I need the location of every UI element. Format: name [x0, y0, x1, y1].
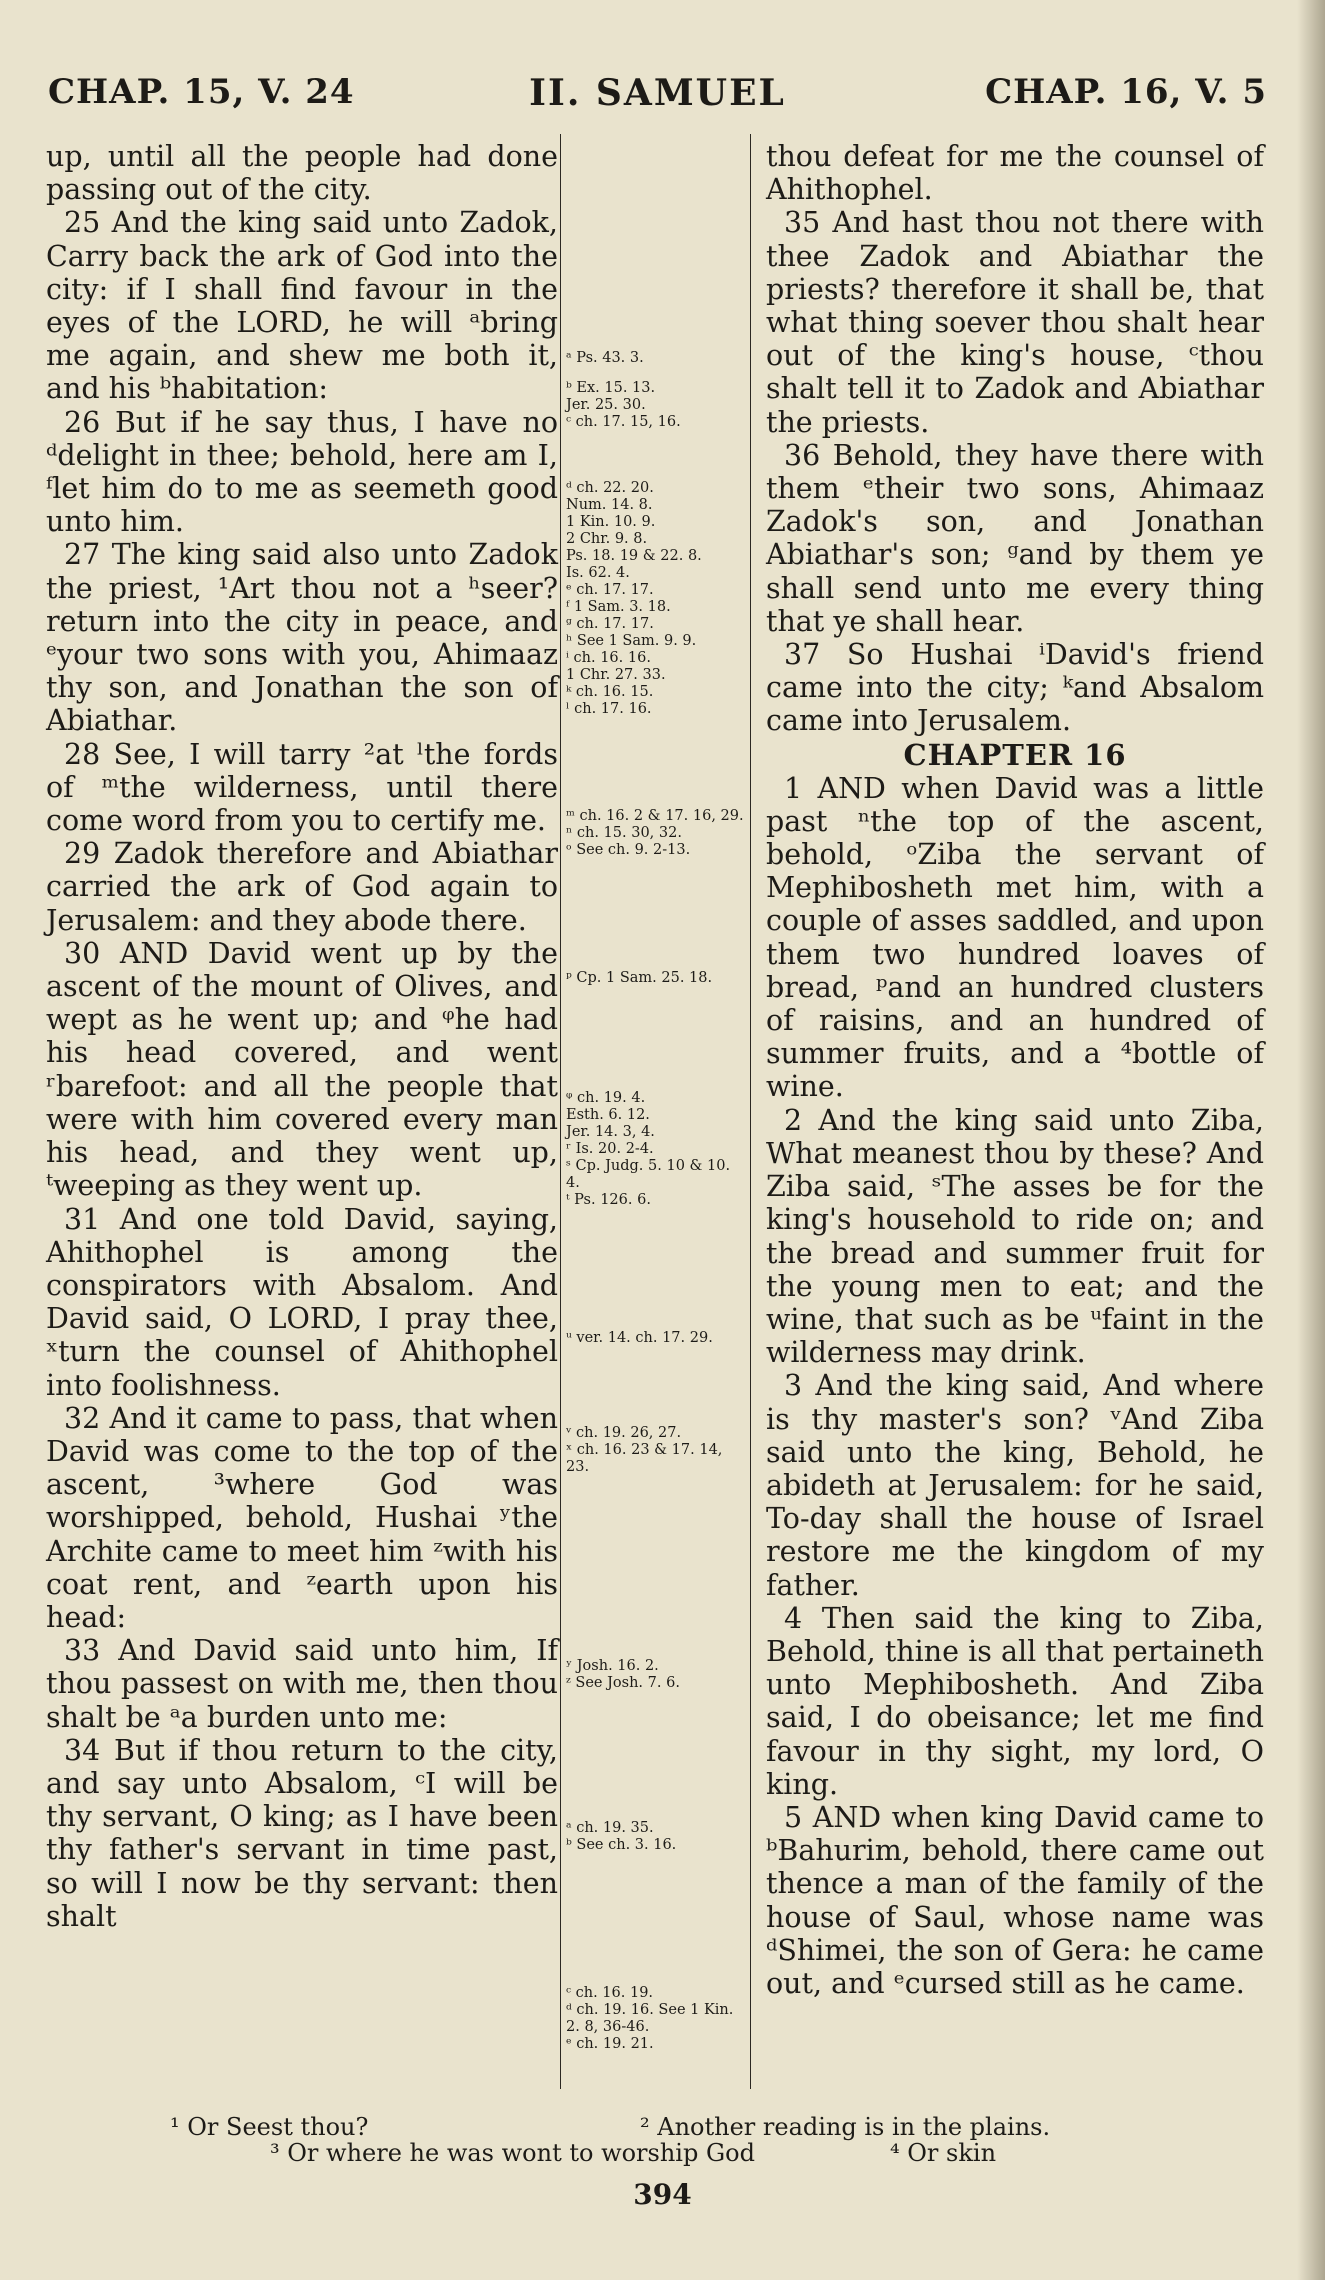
cross-reference: ᵘ ver. 14. ch. 17. 29. — [566, 1330, 713, 1346]
verse-paragraph: 4 Then said the king to Ziba, Behold, thine is all that pertaineth unto Mephibosheth. And Ziba said, I do obeisance; let me find favour in thy sight, my lord, O king. — [766, 1601, 1264, 1801]
cross-reference-column — [566, 140, 744, 2082]
cross-reference: ᶜ ch. 16. 19. ᵈ ch. 19. 16. See 1 Kin. 2. 8, 36-46. ᵉ ch. 19. 21. — [566, 1985, 734, 2052]
column-rule-right — [750, 134, 751, 2089]
cross-reference: ᵛ ch. 19. 26, 27. ˣ ch. 16. 23 & 17. 14, 23. — [566, 1425, 723, 1475]
header-left-reference: CHAP. 15, V. 24 — [48, 72, 355, 112]
cross-reference: ʸ Josh. 16. 2. ᶻ See Josh. 7. 6. — [566, 1658, 680, 1691]
footnote: ⁴ Or skin — [890, 2139, 997, 2167]
verse-paragraph: 25 And the king said unto Zadok, Carry back the ark of God into the city: if I shall find favour in the eyes of the LORD, he will ᵃbring me again, and shew me both it, and his ᵇhabitation: — [46, 206, 558, 406]
verse-paragraph: 1 AND when David was a little past ⁿthe top of the ascent, behold, ᵒZiba the servant of Mephibosheth met him, with a couple of asses saddled, and upon them two hundred loaves of bread, ᵖand an hundred clusters of raisins, and an hundred of summer fruits, and a ⁴bottle of wine. — [766, 771, 1264, 1104]
cross-reference: ᵃ ch. 19. 35. ᵇ See ch. 3. 16. — [566, 1820, 677, 1853]
verse-paragraph: 37 So Hushai ⁱDavid's friend came into the city; ᵏand Absalom came into Jerusalem. — [766, 638, 1264, 738]
verse-paragraph: 29 Zadok therefore and Abiathar carried the ark of God again to Jerusalem: and they abode there. — [46, 837, 558, 937]
verse-paragraph: 36 Behold, they have there with them ᵉtheir two sons, Ahimaaz Zadok's son, and Jonathan Abiathar's son; ᵍand by them ye shall send unto me every thing that ye shall hear. — [766, 438, 1264, 638]
header-right-reference: CHAP. 16, V. 5 — [985, 72, 1267, 112]
page-edge-shadow — [1297, 0, 1325, 2280]
running-header — [48, 72, 1267, 122]
verse-paragraph: 3 And the king said, And where is thy master's son? ᵛAnd Ziba said unto the king, Behold, he abideth at Jerusalem: for he said, To-day shall the house of Israel restore me the kingdom of my father. — [766, 1369, 1264, 1602]
verse-paragraph: 31 And one told David, saying, Ahithophel is among the conspirators with Absalom. And David said, O LORD, I pray thee, ˣturn the counsel of Ahithophel into foolishness. — [46, 1202, 558, 1402]
page-number: 394 — [633, 2178, 692, 2211]
footnote: ¹ Or Seest thou? — [170, 2113, 369, 2141]
verse-paragraph: 33 And David said unto him, If thou passest on with me, then thou shalt be ᵃa burden unto me: — [46, 1634, 558, 1734]
verse-paragraph: 34 But if thou return to the city, and say unto Absalom, ᶜI will be thy servant, O king; as I have been thy father's servant in time past, so will I now be thy servant: then shalt — [46, 1733, 558, 1933]
verse-paragraph: thou defeat for me the counsel of Ahithophel. — [766, 140, 1264, 207]
column-rule-left — [560, 134, 561, 2089]
verse-paragraph: 35 And hast thou not there with thee Zadok and Abiathar the priests? therefore it shall be, that what thing soever thou shalt hear out of the king's house, ᶜthou shalt tell it to Zadok and Abiathar the priests. — [766, 206, 1264, 439]
verse-paragraph: 26 But if he say thus, I have no ᵈdelight in thee; behold, here am I, ᶠlet him do to me as seemeth good unto him. — [46, 405, 558, 539]
chapter-heading: CHAPTER 16 — [903, 737, 1127, 772]
verse-paragraph: up, until all the people had done passing out of the city. — [46, 140, 558, 207]
verse-paragraph: 27 The king said also unto Zadok the priest, ¹Art thou not a ʰseer? return into the city in peace, and ᵉyour two sons with you, Ahimaaz thy son, and Jonathan the son of Abiathar. — [46, 538, 558, 738]
left-text-column — [46, 140, 558, 2082]
footnote: ² Another reading is in the plains. — [640, 2113, 1051, 2141]
verse-paragraph: 30 AND David went up by the ascent of the mount of Olives, and wept as he went up; and ᵠhe had his head covered, and went ʳbarefoot: and all the people that were with him covered every man his head, and they went up, ᵗweeping as they went up. — [46, 936, 558, 1203]
verse-paragraph: 28 See, I will tarry ²at ˡthe fords of ᵐthe wilderness, until there come word from you to certify me. — [46, 737, 558, 838]
cross-reference: ᵃ Ps. 43. 3. — [566, 350, 644, 366]
cross-reference: ᵐ ch. 16. 2 & 17. 16, 29. ⁿ ch. 15. 30, 32. ᵒ See ch. 9. 2-13. — [566, 808, 744, 858]
verse-paragraph: 2 And the king said unto Ziba, What meanest thou by these? And Ziba said, ˢThe asses be for the king's household to ride on; and the bread and summer fruit for the young men to eat; and the wine, that such as be ᵘfaint in the wilderness may drink. — [766, 1103, 1264, 1370]
right-text-column — [766, 140, 1264, 2082]
header-book-title: II. SAMUEL — [529, 72, 786, 114]
footnote: ³ Or where he was wont to worship God — [270, 2139, 755, 2167]
verse-paragraph: 32 And it came to pass, that when David was come to the top of the ascent, ³where God was worshipped, behold, Hushai ʸthe Archite came to meet him ᶻwith his coat rent, and ᶻearth upon his head: — [46, 1401, 558, 1634]
cross-reference: ᵇ Ex. 15. 13. Jer. 25. 30. ᶜ ch. 17. 15, 16. — [566, 380, 681, 430]
cross-reference: ᵈ ch. 22. 20. Num. 14. 8. 1 Kin. 10. 9. 2 Chr. 9. 8. Ps. 18. 19 & 22. 8. Is. 62. 4. ᵉ ch. 17. 17. ᶠ 1 Sam. 3. 18. ᵍ ch. 17. 17. ʰ See 1 Sam. 9. 9. ⁱ ch. 16. 16. 1 Chr. 27. 33. ᵏ ch. 16. 15. ˡ ch. 17. 16. — [566, 480, 702, 717]
cross-reference: ᵠ ch. 19. 4. Esth. 6. 12. Jer. 14. 3, 4. ʳ Is. 20. 2-4. ˢ Cp. Judg. 5. 10 & 10. 4. ᵗ Ps. 126. 6. — [566, 1090, 731, 1208]
cross-reference: ᵖ Cp. 1 Sam. 25. 18. — [566, 970, 713, 986]
verse-paragraph: 5 AND when king David came to ᵇBahurim, behold, there came out thence a man of the family of the house of Saul, whose name was ᵈShimei, the son of Gera: he came out, and ᵉcursed still as he came. — [766, 1800, 1264, 2000]
